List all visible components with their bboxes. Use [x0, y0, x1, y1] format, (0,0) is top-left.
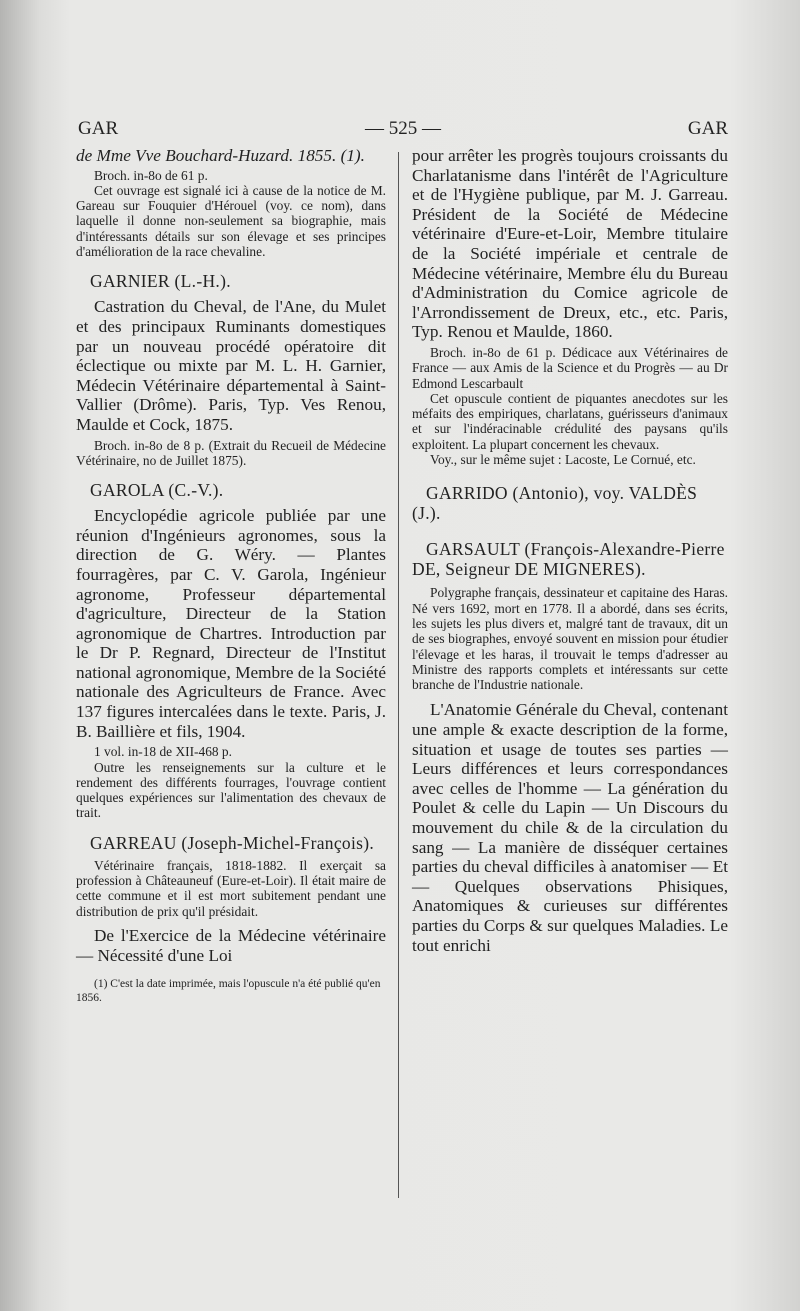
garola-vol: 1 vol. in-18 de XII-468 p.	[94, 744, 232, 760]
right-column	[412, 146, 728, 955]
garreau-broch: Broch. in-8o de 61 p. Dédicace aux Vétérinaires de France — aux Amis de la Science et du Progrès — au Dr Edmond Lescarbault	[412, 344, 728, 391]
header-right: GAR	[687, 118, 728, 139]
garreau-title-start: De l'Exercice de la Médecine vétérinaire — Nécessité d'une Loi	[76, 925, 386, 965]
garrido-heading: GARRIDO (Antonio), voy. VALDÈS (J.).	[412, 483, 698, 524]
garsault-heading: GARSAULT (François-Alexandre-Pierre DE, Seigneur DE MIGNERES).	[412, 539, 725, 580]
garnier-title: Castration du Cheval, de l'Ane, du Mulet et des principaux Ruminants domestiques par un nouveau procédé opératoire dit éclectique ou mixte par M. L. H. Garnier, Médecin Vétérinaire départemental à Saint-Vallier (Drôme). Paris, Typ. Ves Renou, Maulde et Cock, 1875.	[76, 297, 386, 434]
header-left: GAR	[78, 118, 119, 139]
garola-title: Encyclopédie agricole publiée par une réunion d'Ingénieurs agronomes, sous la direction de G. Wéry. — Plantes fourragères, par C. V. Garola, Ingénieur agronome, Professeur départemental d'agriculture, Directeur de la Station agronomique de Chartres. Introduction par le Dr P. Regnard, Directeur de l'Institut national agronomique, Membre de la Société nationale des Agriculteurs de France. Avec 137 figures intercalées dans le texte. Paris, J. B. Baillière et fils, 1904.	[76, 506, 386, 741]
intro-title: de Mme Vve Bouchard-Huzard. 1855. (1).	[76, 146, 365, 165]
garreau-see-also: Voy., sur le même sujet : Lacoste, Le Cornué, etc.	[430, 452, 696, 468]
intro-broch: Broch. in-8o de 61 p.	[94, 167, 208, 183]
footnote: (1) C'est la date imprimée, mais l'opuscule n'a été publié qu'en 1856.	[76, 978, 381, 1005]
intro-note: Cet ouvrage est signalé ici à cause de la notice de M. Gareau sur Fouquier d'Hérouel (voy. ce nom), dans laquelle il donne non-seulement sa biographie, mais d'intéressants détails sur son élevage et ses principes d'amélioration de la race chevaline.	[76, 182, 386, 260]
garola-heading: GAROLA (C.-V.).	[90, 480, 224, 501]
garreau-title-continued: pour arrêter les progrès toujours croissants du Charlatanisme dans l'intérêt de l'Agriculture et de l'Hygiène publique, par M. J. Garreau. Président de la Société de Médecine vétérinaire d'Eure-et-Loir, Membre titulaire de la Société impériale et centrale de Médecine vétérinaire, Membre élu du Bureau d'Administration du Comice agricole de l'Arrondissement de Dreux, etc., etc. Paris, Typ. Renou et Maulde, 1860.	[412, 146, 728, 342]
garnier-broch: Broch. in-8o de 8 p. (Extrait du Recueil de Médecine Vétérinaire, no de Juillet 1875).	[76, 437, 386, 468]
column-divider	[398, 152, 399, 1198]
page-number: — 525 —	[365, 118, 441, 139]
garreau-bio: Vétérinaire français, 1818-1882. Il exerçait sa profession à Châteauneuf (Eure-et-Loir). Il était maire de cette commune et il est mort subitement pendant une distribution de prix qu'il présidait.	[76, 857, 386, 919]
left-column	[76, 146, 386, 1005]
running-header	[78, 118, 728, 144]
garsault-title: L'Anatomie Générale du Cheval, contenant une ample & exacte description de la forme, situation et usage de toutes ses parties — Leurs différences et leurs correspondances avec celles de l'homme — La génération du Poulet & celle du Lapin — Un Discours du mouvement du chile & de la circulation du sang — La manière de disséquer certaines parties du cheval difficiles à anatomiser — Et — Quelques observations Phisiques, Anatomiques & curieuses sur différentes parties du Corps & sur quelques Maladies. Le tout enrichi	[412, 700, 728, 955]
garola-note: Outre les renseignements sur la culture et le rendement des différents fourrages, l'ouvrage contient quelques expériences sur l'alimentation des chevaux de trait.	[76, 759, 386, 821]
garnier-heading: GARNIER (L.-H.).	[90, 271, 231, 292]
garreau-note: Cet opuscule contient de piquantes anecdotes sur les méfaits des empiriques, charlatans, guérisseurs d'animaux et sur l'indéracinable crédulité des paysans qu'ils exploitent. La plupart concernent les chevaux.	[412, 390, 728, 452]
garreau-heading: GARREAU (Joseph-Michel-François).	[90, 832, 375, 853]
garsault-bio: Polygraphe français, dessinateur et capitaine des Haras. Né vers 1692, mort en 1778. Il a abordé, dans ses écrits, les sujets les plus divers et, malgré tant de travaux, dit un de ses biographes, envoyé souvent en mission pour étudier l'élevage et les haras, il trouvait le temps d'adresser au Ministre des rapports complets et intéressants sur cette branche de l'Industrie nationale.	[412, 585, 728, 693]
